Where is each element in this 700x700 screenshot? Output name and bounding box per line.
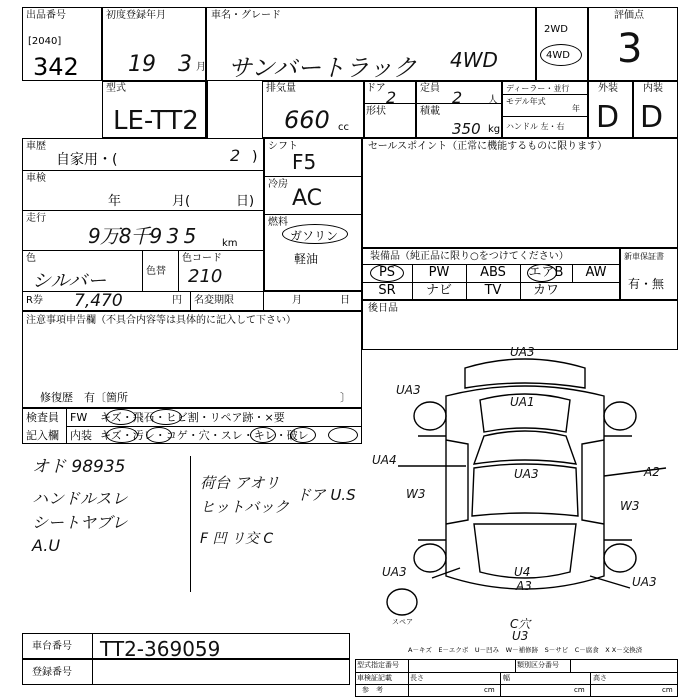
note-f: F 凹 リ交 C <box>200 531 274 547</box>
fuel-diesel: 軽油 <box>294 252 319 266</box>
sales-point-box <box>362 138 678 248</box>
fw-items: キズ・飛石・ヒビ割・リペア跡・×要 <box>100 411 285 424</box>
color-label: 色 <box>26 253 36 264</box>
model-year-label: モデル年式 <box>506 97 546 106</box>
doors-value: 2 <box>386 88 397 107</box>
reg-month-unit: 月 <box>196 62 206 73</box>
warranty-value: 有・無 <box>628 277 665 291</box>
drive-handwritten: 4WD <box>450 48 498 72</box>
repair-close: 〕 <box>340 391 351 404</box>
damage-legend: A－キズ E－エクボ U－凹み W－補修跡 S－サビ C－腐食 X X－交換済 <box>408 646 643 654</box>
reg-year: 19 <box>128 52 156 77</box>
mark-11: A3 <box>516 579 532 593</box>
ref-label: 参 考 <box>362 686 383 694</box>
capacity-unit: 人 <box>488 95 498 106</box>
exterior-label: 外装 <box>598 83 618 94</box>
capacity-value: 2 <box>452 88 463 107</box>
fw-label: FW <box>70 411 88 424</box>
note-bed: 荷台 アオリ <box>200 474 280 492</box>
equip-airbag-circle <box>527 264 557 282</box>
note-seat: シートヤブレ <box>32 513 128 532</box>
left-door <box>446 440 468 524</box>
width-unit: cm <box>574 686 585 694</box>
fuel-label: 燃料 <box>268 217 288 228</box>
mark-6: A2 <box>644 465 660 479</box>
mark-14: U3 <box>512 629 529 640</box>
model-year-unit: 年 <box>572 104 580 113</box>
history-mark: 2 <box>230 146 241 165</box>
shape-label: 形状 <box>366 106 386 117</box>
mark-5: UA3 <box>514 467 539 481</box>
length-unit: cm <box>484 686 495 694</box>
shaken-day: 日) <box>236 194 255 209</box>
score-label: 評価点 <box>614 10 644 21</box>
equip-navi: ナビ <box>425 283 452 298</box>
note-hitback: ヒットバック <box>200 498 290 516</box>
repair-label: 修復歴 有〔箇所 <box>40 391 128 404</box>
note-odo: オド 98935 <box>32 457 126 477</box>
mark-4: UA4 <box>372 453 397 467</box>
dims-label: 車検証記載 <box>357 674 392 682</box>
front-bumper-shape <box>465 359 585 388</box>
interior-items: キズ・汚レ・コゲ・穴・スレ・キレ・破レ <box>100 429 309 442</box>
load-value: 350 <box>452 120 481 138</box>
fw-tobiishi-circle <box>150 409 182 425</box>
interior-grade: D <box>640 100 664 135</box>
spare-wheel <box>387 589 417 615</box>
wheel-front-right <box>604 402 636 430</box>
color-change-label: 色替 <box>146 266 166 277</box>
category-label: 類別区分番号 <box>517 661 559 669</box>
car-diagram <box>370 340 680 640</box>
lot-label: 出品番号 <box>26 10 66 21</box>
lot-number: 342 <box>33 53 79 81</box>
length-label: 長さ <box>410 674 424 682</box>
equip-airbag: エアB <box>528 265 564 280</box>
name-limit-label: 名変期限 <box>194 295 234 306</box>
inspector-entry: 記入欄 <box>26 429 59 442</box>
right-door <box>582 440 604 524</box>
note-door: ドア U.S <box>296 486 356 504</box>
mark-3: UA1 <box>510 395 535 409</box>
ac-label: 冷房 <box>268 179 288 190</box>
height-label: 高さ <box>593 674 607 682</box>
equip-aw: AW <box>585 265 607 280</box>
load-unit: kg <box>488 124 501 135</box>
mark-1: UA3 <box>510 345 535 359</box>
spare-label: スペア <box>392 618 413 626</box>
doors-label: ドア <box>366 83 386 94</box>
recycle-row <box>22 291 362 311</box>
car-name-label: 車名・グレード <box>211 10 281 21</box>
shaken-label: 車検 <box>26 173 46 184</box>
recycle-amount: 7,470 <box>74 291 123 311</box>
dealer-label: ディーラー・並行 <box>506 84 570 93</box>
wheel-rear-right <box>604 544 636 572</box>
mark-2: UA3 <box>396 383 421 397</box>
reg-month: 3 <box>178 52 192 77</box>
interior-label: 内装 <box>643 83 663 94</box>
int-yogore-circle <box>146 427 172 443</box>
body-outline <box>446 386 604 589</box>
chassis-number: TT2-369059 <box>100 637 221 661</box>
recycle-label: R券 <box>26 295 43 306</box>
displacement-unit: cc <box>338 122 349 133</box>
color-value: シルバー <box>32 270 107 292</box>
height-unit: cm <box>662 686 673 694</box>
interior-items-label: 内装 <box>70 429 92 442</box>
equip-tv: TV <box>484 283 502 298</box>
int-sure-circle <box>250 427 276 443</box>
history-close: ) <box>252 149 258 165</box>
equip-abs: ABS <box>480 265 506 280</box>
width-label: 幅 <box>503 674 510 682</box>
int-yabure-circle <box>328 427 358 443</box>
shaken-month: 月( <box>172 194 191 209</box>
first-reg-label: 初度登録年月 <box>106 10 166 21</box>
wheel-rear-left <box>414 544 446 572</box>
recycle-unit: 円 <box>172 295 182 306</box>
fw-kizu-circle <box>106 409 136 425</box>
mark-13: C穴 <box>510 617 531 631</box>
equip-leather: カワ <box>532 283 559 298</box>
later-install-label: 後日品 <box>368 303 398 314</box>
mark-12: UA3 <box>632 575 657 589</box>
sales-point-label: セールスポイント（正常に機能するものに限ります） <box>368 141 608 152</box>
lot-sub: [2040] <box>28 36 62 47</box>
note-handle: ハンドルスレ <box>32 489 128 508</box>
history-value: 自家用・( <box>56 152 118 168</box>
inspector-label: 検査員 <box>26 411 59 424</box>
name-limit-month: 月 <box>292 295 302 306</box>
car-name: サンバートラック <box>228 54 417 82</box>
mark-10: U4 <box>514 565 531 579</box>
shift-value: F5 <box>292 150 317 174</box>
drive-4wd: 4WD <box>546 50 570 61</box>
score-value: 3 <box>617 26 643 72</box>
equip-ps: PS <box>378 265 396 280</box>
chassis-label: 車台番号 <box>32 641 72 652</box>
reg-label: 登録番号 <box>32 667 72 678</box>
model-label: 型式 <box>106 83 126 94</box>
name-limit-day: 日 <box>340 295 350 306</box>
windshield <box>474 431 576 464</box>
drive-2wd: 2WD <box>544 24 568 35</box>
equip-ps-circle <box>370 264 404 282</box>
mark-7: W3 <box>406 487 426 501</box>
ac-value: AC <box>292 186 323 211</box>
caution-label: 注意事項申告欄（不具合内容等は具体的に記入して下さい） <box>26 315 296 326</box>
fuel-gas: ガソリン <box>290 229 339 243</box>
int-kizu-circle <box>106 427 138 443</box>
wheel-front-left <box>414 402 446 430</box>
mileage-value: 9万8千9 3 5 <box>88 224 196 248</box>
mark-9: UA3 <box>382 565 407 579</box>
int-kire-circle <box>290 427 316 443</box>
equipment-label: 装備品（純正品に限り○をつけてください） <box>370 251 569 262</box>
color-code-label: 色コード <box>182 253 222 264</box>
mileage-unit: km <box>222 238 238 249</box>
capacity-label: 定員 <box>420 83 440 94</box>
displacement-label: 排気量 <box>266 83 296 94</box>
mileage-label: 走行 <box>26 213 46 224</box>
warranty-label: 新車保証書 <box>624 252 664 261</box>
color-code-value: 210 <box>188 266 223 287</box>
shaken-year: 年 <box>108 194 122 209</box>
history-label: 車歴 <box>26 141 46 152</box>
handle-label: ハンドル 左・右 <box>506 122 565 131</box>
equip-pw: PW <box>428 265 450 280</box>
exterior-grade: D <box>596 100 620 135</box>
designation-label: 型式指定番号 <box>357 661 399 669</box>
equip-sr: SR <box>378 283 396 298</box>
displacement-value: 660 <box>284 106 330 134</box>
shift-label: シフト <box>268 141 298 152</box>
load-label: 積載 <box>420 106 440 117</box>
mark-8: W3 <box>620 499 640 513</box>
note-au: A.U <box>32 536 61 555</box>
model-code: LE-TT2 <box>113 106 199 136</box>
